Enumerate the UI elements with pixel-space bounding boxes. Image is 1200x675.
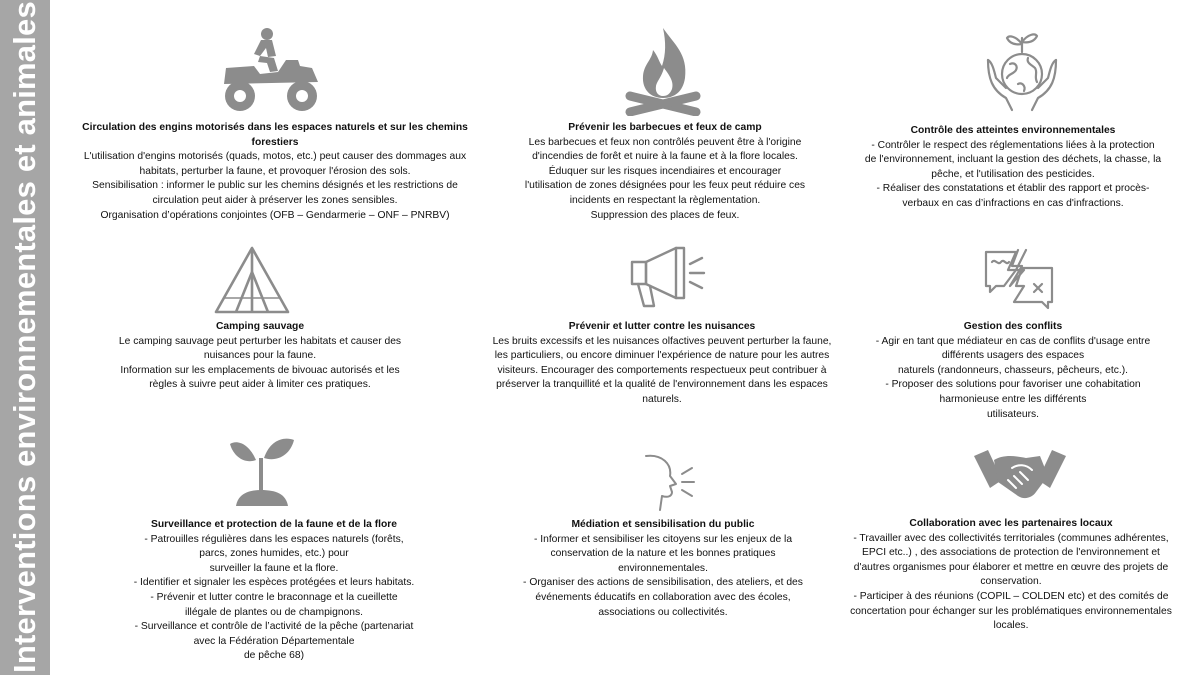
card-text-line: concertation pour échanger sur les problématiques environnementales xyxy=(850,605,1172,617)
card-text-line: Éduquer sur les risques incendiaires et encourager xyxy=(548,165,782,177)
card-text-line: - Patrouilles régulières dans les espaces naturels (forêts, xyxy=(144,533,404,545)
card-text-line: utilisateurs. xyxy=(986,408,1040,420)
card-text-line: Les bruits excessifs et les nuisances olfactives peuvent perturber la faune, xyxy=(492,335,832,347)
card-text-line: circulation peut aider à préserver les zones sensibles. xyxy=(152,194,398,206)
card-text-line: Organisation d’opérations conjointes (OFB – Gendarmerie – ONF – PNRBV) xyxy=(100,209,450,221)
sidebar-title: Interventions environnementales et animales xyxy=(7,1,42,673)
card-text-line: - Identifier et signaler les espèces protégées et leurs habitats. xyxy=(133,577,415,589)
card-title: Surveillance et protection de la faune et de la flore xyxy=(150,519,398,530)
hands-earth-plant-icon xyxy=(982,30,1062,112)
card-text-line: - Informer et sensibiliser les citoyens sur les enjeux de la xyxy=(533,533,793,545)
card-text-line: d'autres organismes pour élaborer et mettre en œuvre des projets de xyxy=(853,561,1169,573)
card-title: Médiation et sensibilisation du public xyxy=(571,519,755,530)
card-text-line: EPCI etc..) , des associations de protection de l'environnement et xyxy=(862,547,1160,559)
card-public-mediation xyxy=(498,518,828,620)
card-text-line: - Surveillance et contrôle de l’activité de la pêche (partenariat xyxy=(134,621,414,633)
card-text-line: visiteurs. Encourager des comportements respectueux peut contribuer à xyxy=(497,364,827,376)
card-text-line: habitats, perturber la faune, et provoquer l'érosion des sols. xyxy=(139,165,411,177)
card-text-line: nuisances pour la faune. xyxy=(203,350,317,362)
card-wild-camping xyxy=(80,320,440,393)
card-text-line: naturels. xyxy=(642,393,682,405)
campfire-icon xyxy=(618,26,708,116)
card-title: Collaboration avec les partenaires locaux xyxy=(909,518,1113,529)
card-text-line: L'utilisation d'engins motorisés (quads, motos, etc.) peut causer des dommages aux xyxy=(83,151,467,163)
card-text-line: règles à suivre peut aider à limiter ces pratiques. xyxy=(149,379,371,391)
card-fauna-flora-surveillance xyxy=(104,518,444,664)
card-text-line: conservation de la nature et les bonnes pratiques xyxy=(550,548,776,560)
card-text-line: illégale de plantes ou de champignons. xyxy=(184,606,364,618)
card-text-line: - Participer à des réunions (COPIL – COLDEN etc) et des comités de xyxy=(853,590,1169,602)
card-title: Prévenir les barbecues et feux de camp xyxy=(568,122,762,133)
card-conflict-management xyxy=(848,320,1178,422)
card-text-line: pêche, et l'utilisation des pesticides. xyxy=(931,168,1095,180)
card-text-line: Information sur les emplacements de bivouac autorisés et les xyxy=(120,364,400,376)
card-local-partners xyxy=(826,517,1196,634)
card-nuisances xyxy=(462,320,862,408)
card-text-line: différents usagers des espaces xyxy=(941,350,1085,362)
card-text-line: incidents en respectant la règlementation. xyxy=(569,194,761,206)
card-text-line: conservation. xyxy=(980,576,1042,588)
card-text-line: préserver la tranquillité et la qualité de l'environnement dans les espaces xyxy=(496,379,828,391)
card-title: Gestion des conflits xyxy=(963,321,1063,332)
sidebar-banner xyxy=(0,0,50,675)
card-text-line: - Contrôler le respect des réglementations liées à la protection xyxy=(871,139,1155,151)
card-title: Prévenir et lutter contre les nuisances xyxy=(568,321,756,332)
megaphone-icon xyxy=(626,244,708,312)
card-text-line: Suppression des places de feux. xyxy=(590,209,740,221)
card-text-line: harmonieuse entre les différents xyxy=(939,393,1087,405)
sprout-icon xyxy=(226,434,298,512)
card-text-line: environnementales. xyxy=(618,562,708,574)
card-title: Camping sauvage xyxy=(215,321,305,332)
card-text-line: Sensibilisation : informer le public sur les chemins désignés et les restrictions de xyxy=(92,180,458,192)
card-text-line: - Travailler avec des collectivités territoriales (communes adhérentes, xyxy=(853,532,1169,544)
card-text-line: avec la Fédération Départementale xyxy=(193,635,355,647)
card-title: Circulation des engins motorisés dans les espaces naturels et sur les chemins forestiers xyxy=(82,122,468,148)
card-text-line: - Agir en tant que médiateur en cas de conflits d'usage entre xyxy=(875,335,1151,347)
handshake-icon xyxy=(972,446,1068,502)
card-text-line: l'utilisation de zones désignées pour les feux peut réduire ces xyxy=(524,180,806,192)
tent-icon xyxy=(212,244,292,316)
card-text-line: naturels (randonneurs, chasseurs, pêcheurs, etc.). xyxy=(897,364,1129,376)
card-barbecues-campfires xyxy=(495,121,835,223)
card-text-line: les particuliers, ou encore diminuer l'expérience de nature pour les autres xyxy=(494,350,830,362)
card-text-line: de l'environnement, incluant la gestion des déchets, la chasse, la xyxy=(864,154,1162,166)
card-text-line: - Proposer des solutions pour favoriser une cohabitation xyxy=(885,379,1141,391)
card-text-line: Les barbecues et feux non contrôlés peuvent être à l'origine xyxy=(528,136,802,148)
card-text-line: - Réaliser des constatations et établir des rapport et procès- xyxy=(876,183,1150,195)
card-text-line: associations ou collectivités. xyxy=(598,606,728,618)
card-text-line: surveiller la faune et la flore. xyxy=(209,562,339,574)
card-motorized-vehicles xyxy=(60,121,490,223)
conflict-speech-bubbles-icon xyxy=(982,246,1056,314)
card-text-line: de pêche 68) xyxy=(243,650,305,662)
card-text-line: d'incendies de forêt et nuire à la faune et à la flore locales. xyxy=(532,151,798,163)
card-text-line: verbaux en cas d’infractions en cas d'infractions. xyxy=(902,197,1124,209)
card-text-line: événements éducatifs en collaboration avec des écoles, xyxy=(535,591,791,603)
card-text-line: Le camping sauvage peut perturber les habitats et causer des xyxy=(118,335,402,347)
card-text-line: - Prévenir et lutter contre le braconnage et la cueillette xyxy=(150,591,398,603)
card-title: Contrôle des atteintes environnementales xyxy=(910,125,1116,136)
speaking-head-icon xyxy=(640,452,698,512)
card-text-line: locales. xyxy=(993,620,1029,632)
card-environmental-control xyxy=(843,124,1183,212)
card-text-line: - Organiser des actions de sensibilisation, des ateliers, et des xyxy=(523,577,803,589)
quad-bike-icon xyxy=(216,26,326,116)
card-text-line: parcs, zones humides, etc.) pour xyxy=(199,548,349,560)
